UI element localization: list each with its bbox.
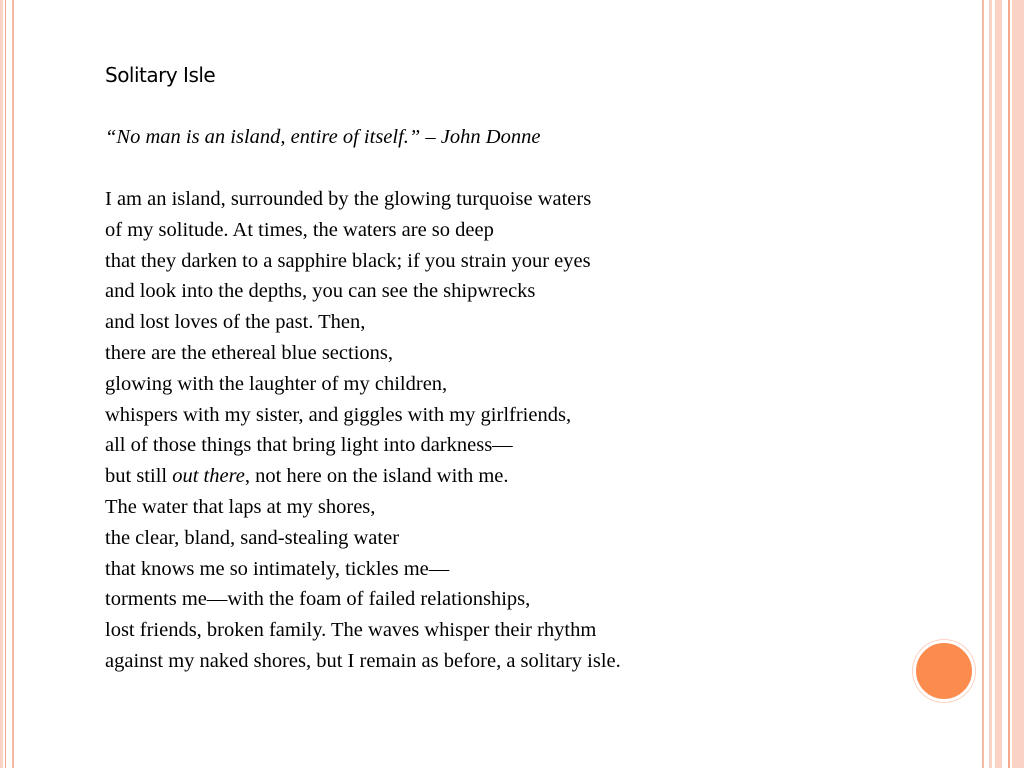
right-border-stripe xyxy=(995,0,1002,768)
decorative-circle xyxy=(913,640,975,702)
left-border-stripe xyxy=(12,0,14,768)
poem-line: that they darken to a sapphire black; if you strain your eyes xyxy=(105,249,591,272)
right-border-stripe xyxy=(1008,0,1010,768)
epigraph: “No man is an island, entire of itself.” – John Donne xyxy=(105,126,541,148)
poem-body xyxy=(105,184,885,677)
poem-line: against my naked shores, but I remain as before, a solitary isle. xyxy=(105,649,621,672)
poem-line: I am an island, surrounded by the glowing turquoise waters xyxy=(105,188,592,210)
poem-line xyxy=(105,461,885,492)
left-border-stripe xyxy=(0,0,3,768)
poem-line: glowing with the laughter of my children, xyxy=(105,372,448,395)
right-border-stripe xyxy=(1012,0,1024,768)
right-border-stripe xyxy=(982,0,984,768)
poem-line: torments me—with the foam of failed relationships, xyxy=(105,588,531,611)
poem-line: of my solitude. At times, the waters are so deep xyxy=(105,218,494,241)
poem-line: the clear, bland, sand-stealing water xyxy=(105,526,400,549)
poem-line: there are the ethereal blue sections, xyxy=(105,341,393,364)
poem-line: and lost loves of the past. Then, xyxy=(105,311,366,334)
right-border-stripe xyxy=(989,0,992,768)
poem-line-text: , not here on the island with me. xyxy=(244,465,509,488)
poem-line: The water that laps at my shores, xyxy=(105,495,376,518)
poem-line: lost friends, broken family. The waves whisper their rhythm xyxy=(105,619,597,642)
left-border-stripe xyxy=(5,0,6,768)
slide-content xyxy=(105,60,885,677)
poem-line-text: but still xyxy=(105,465,173,488)
poem-line: all of those things that bring light into darkness— xyxy=(105,434,513,457)
poem-line: that knows me so intimately, tickles me— xyxy=(105,557,450,580)
poem-line-italic-text: out there xyxy=(172,465,245,488)
poem-title: Solitary Isle xyxy=(105,63,216,87)
poem-line: whispers with my sister, and giggles with my girlfriends, xyxy=(105,403,572,426)
poem-line: and look into the depths, you can see the shipwrecks xyxy=(105,280,536,303)
